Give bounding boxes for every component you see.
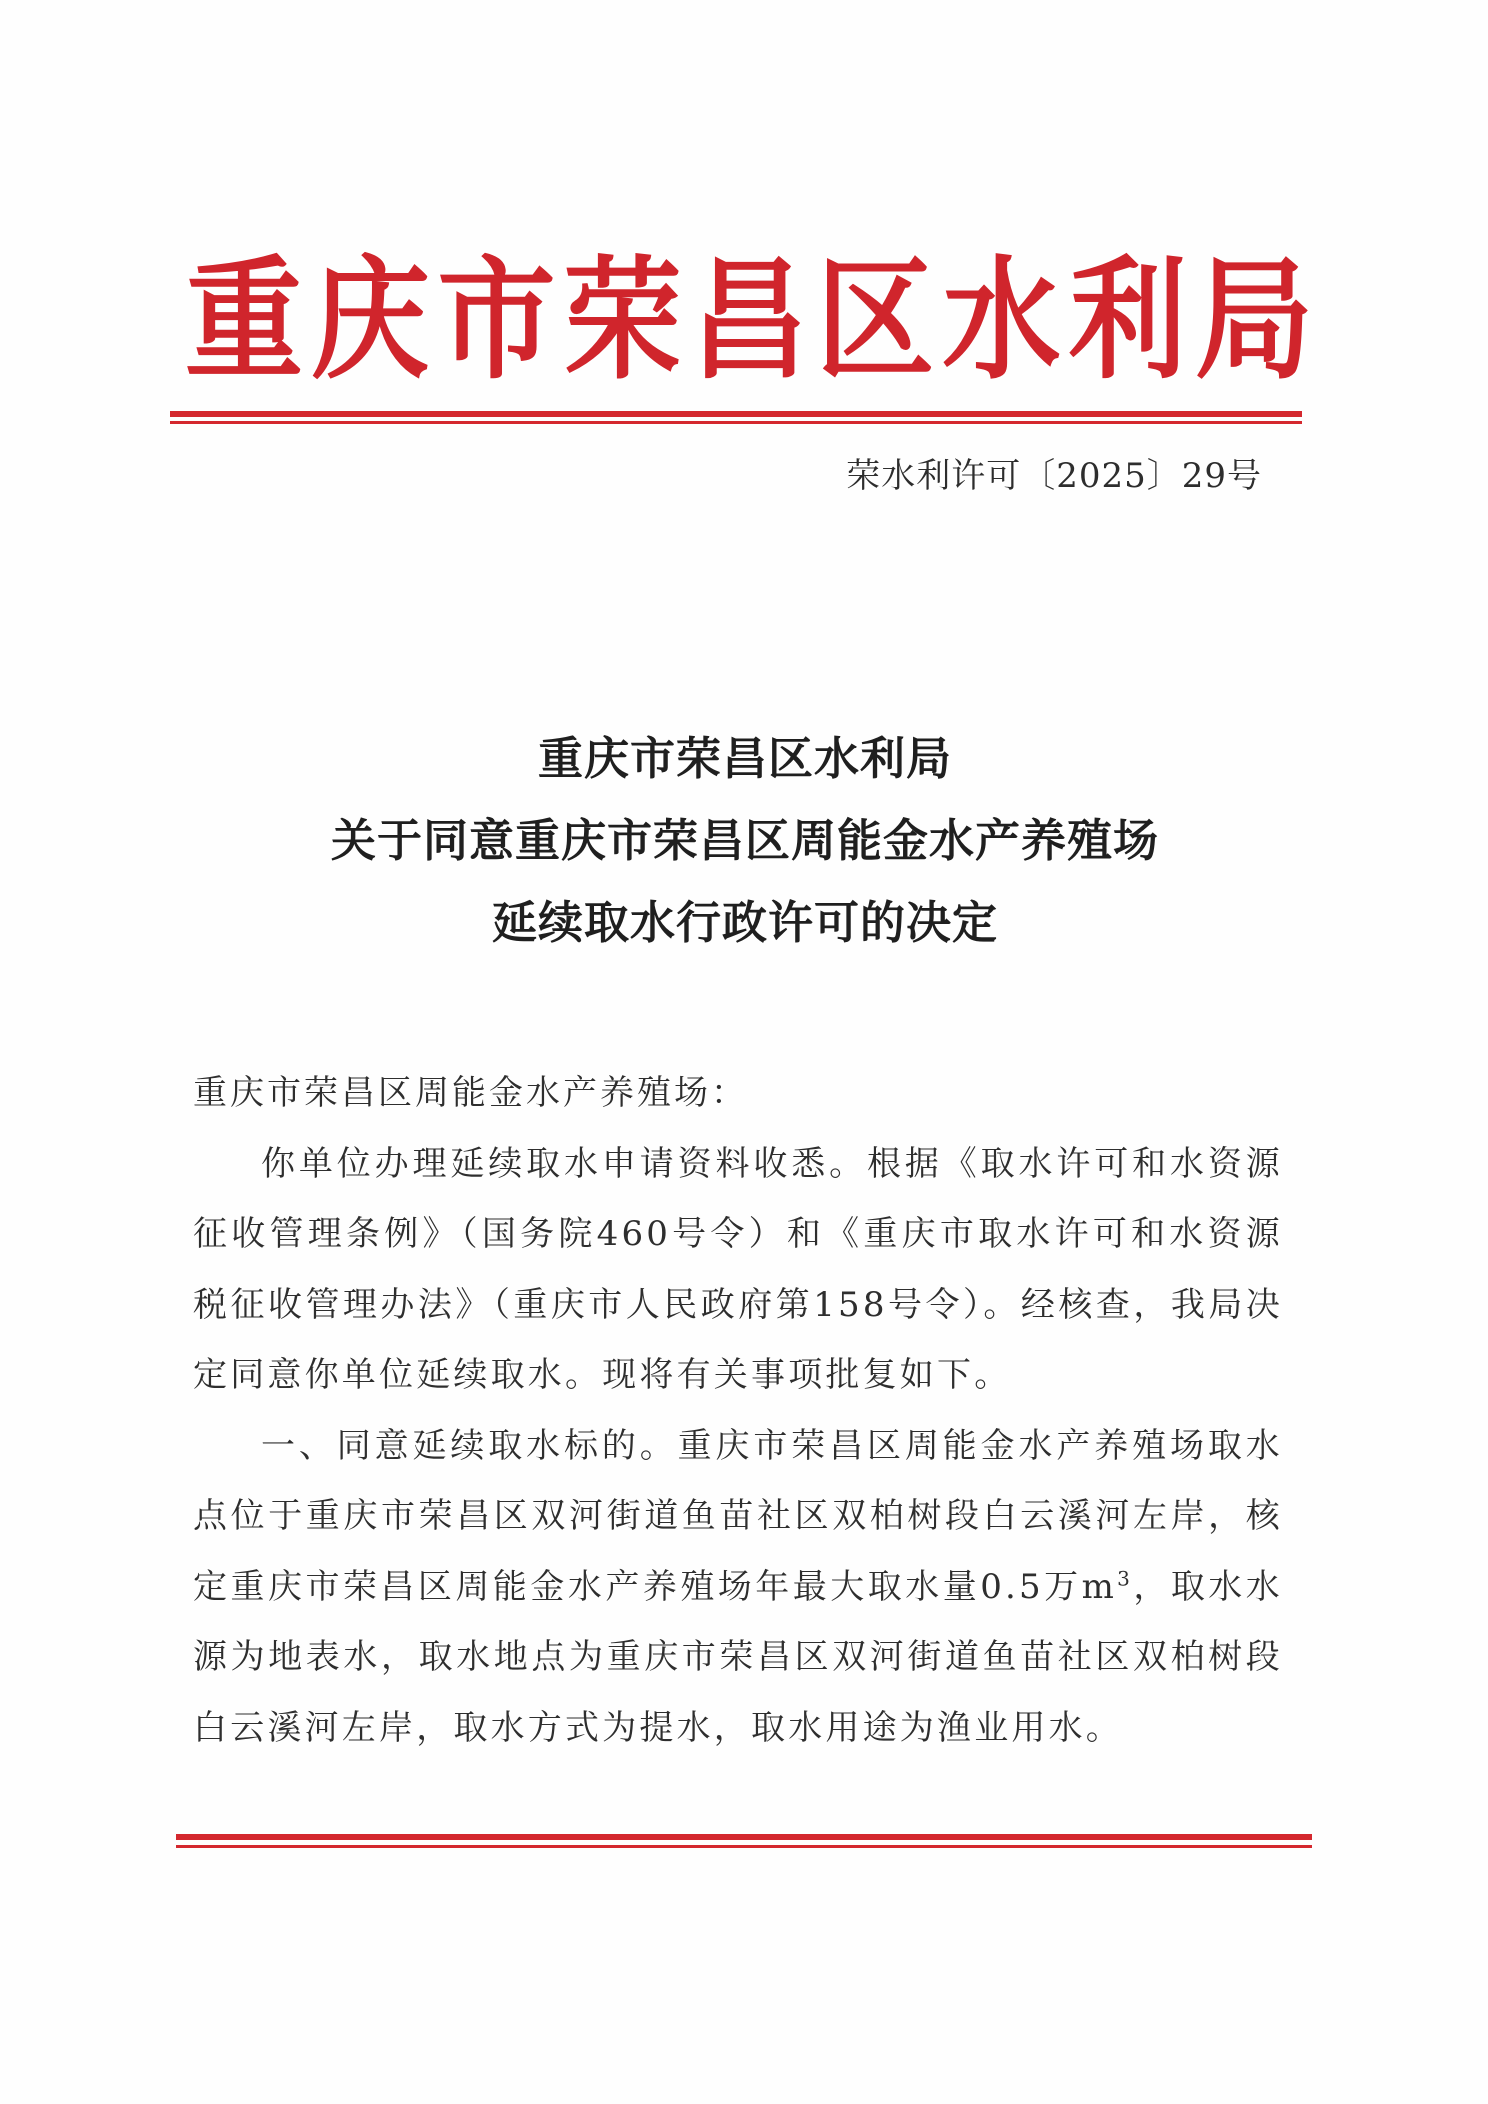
- document-title: [180, 718, 1310, 964]
- paragraph-2-text-b: ，取水水源为地表水，取水地点为重庆市荣昌区双河街道鱼苗社区双柏树段白云溪河左岸，取水方式为提水，取水用途为渔业用水。: [193, 1566, 1283, 1748]
- masthead-char: 水: [942, 242, 1061, 398]
- document-body: [193, 1058, 1283, 1763]
- superscript-cubic: 3: [1117, 1566, 1134, 1591]
- salutation: 重庆市荣昌区周能金水产养殖场：: [193, 1073, 748, 1113]
- title-line-3: 延续取水行政许可的决定: [491, 896, 998, 949]
- masthead-char: 市: [437, 242, 556, 398]
- masthead-char: 荣: [563, 242, 682, 398]
- header-red-rule-thin: [170, 421, 1302, 424]
- footer-red-rule-thin: [176, 1845, 1312, 1848]
- title-line-2: 关于同意重庆市荣昌区周能金水产养殖场: [330, 814, 1159, 867]
- footer-red-rule: [176, 1834, 1312, 1840]
- masthead-char: 区: [816, 242, 935, 398]
- masthead-title: [185, 242, 1314, 398]
- document-number: 荣水利许可〔2025〕29号: [846, 456, 1262, 496]
- paragraph-2-text-a: 一、同意延续取水标的。重庆市荣昌区周能金水产养殖场取水点位于重庆市荣昌区双河街道鱼苗社区双柏树段白云溪河左岸，核定重庆市荣昌区周能金水产养殖场年最大取水量0.5万m: [193, 1425, 1283, 1607]
- masthead-char: 局: [1195, 242, 1314, 398]
- masthead-char: 昌: [690, 242, 809, 398]
- paragraph-2: [193, 1411, 1283, 1764]
- masthead-char: 庆: [311, 242, 430, 398]
- header-red-rule: [170, 411, 1302, 417]
- masthead-char: 利: [1068, 242, 1187, 398]
- title-line-1: 重庆市荣昌区水利局: [537, 732, 952, 785]
- masthead-char: 重: [185, 242, 304, 398]
- paragraph-1: 你单位办理延续取水申请资料收悉。根据《取水许可和水资源征收管理条例》（国务院460号令）和《重庆市取水许可和水资源税征收管理办法》（重庆市人民政府第158号令）。经核查，我局决定同意你单位延续取水。现将有关事项批复如下。: [193, 1143, 1283, 1395]
